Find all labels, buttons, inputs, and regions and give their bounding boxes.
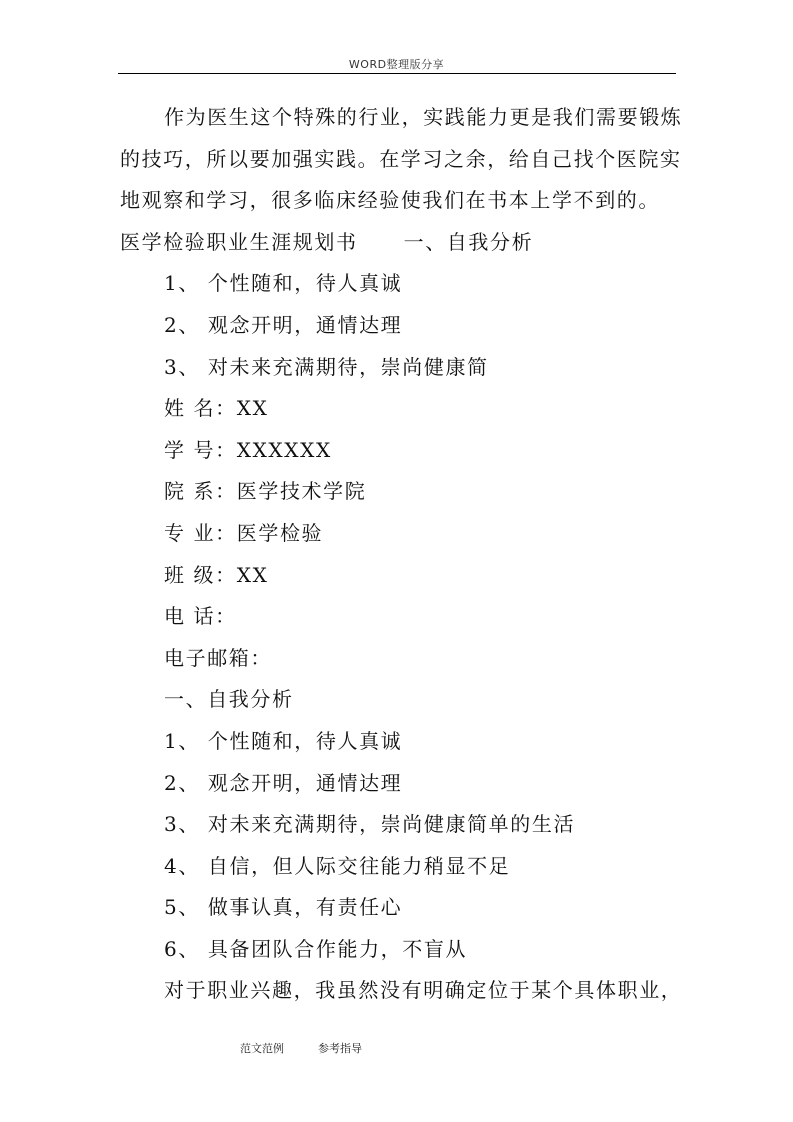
list-item: 1、 个性随和，待人真诚 xyxy=(164,728,403,753)
info-major: 专 业：医学检验 xyxy=(164,520,324,545)
footer-left-text: 范文范例 xyxy=(240,1042,284,1055)
list-item: 1、 个性随和，待人真诚 xyxy=(164,271,403,296)
paragraph-line: 作为医生这个特殊的行业，实践能力更是我们需要锻炼 xyxy=(164,105,683,129)
info-phone: 电 话： xyxy=(164,604,237,629)
list-item: 3、 对未来充满期待，崇尚健康简 xyxy=(164,354,489,379)
page-header: WORD整理版分享 xyxy=(348,58,445,71)
list-item: 2、 观念开明，通情达理 xyxy=(164,312,403,337)
list-item: 5、 做事认真，有责任心 xyxy=(164,895,403,920)
info-name: 姓 名：XX xyxy=(164,396,269,421)
list-item: 2、 观念开明，通情达理 xyxy=(164,770,403,795)
paragraph-line: 对于职业兴趣，我虽然没有明确定位于某个具体职业， xyxy=(164,978,683,1003)
info-class: 班 级：XX xyxy=(164,562,269,587)
document-title: 医学检验职业生涯规划书 xyxy=(120,229,358,254)
title-line xyxy=(120,222,680,264)
paragraph-line: 的技巧，所以要加强实践。在学习之余，给自己找个医院实 xyxy=(120,146,682,171)
info-student-id: 学 号：XXXXXX xyxy=(164,437,332,462)
info-email: 电子邮箱： xyxy=(164,645,272,670)
list-item: 4、 自信，但人际交往能力稍显不足 xyxy=(164,853,511,878)
footer-right-text: 参考指导 xyxy=(318,1042,362,1055)
section-heading: 一、自我分析 xyxy=(403,229,534,254)
section-heading: 一、自我分析 xyxy=(164,687,294,712)
page-footer xyxy=(240,1040,362,1056)
list-item: 3、 对未来充满期待，崇尚健康简单的生活 xyxy=(164,812,576,837)
paragraph-line: 地观察和学习，很多临床经验使我们在书本上学不到的。 xyxy=(120,188,660,213)
list-item: 6、 具备团队合作能力，不盲从 xyxy=(164,936,468,961)
info-department: 院 系：医学技术学院 xyxy=(164,479,367,504)
document-body xyxy=(120,97,683,1012)
header-divider xyxy=(118,73,676,74)
